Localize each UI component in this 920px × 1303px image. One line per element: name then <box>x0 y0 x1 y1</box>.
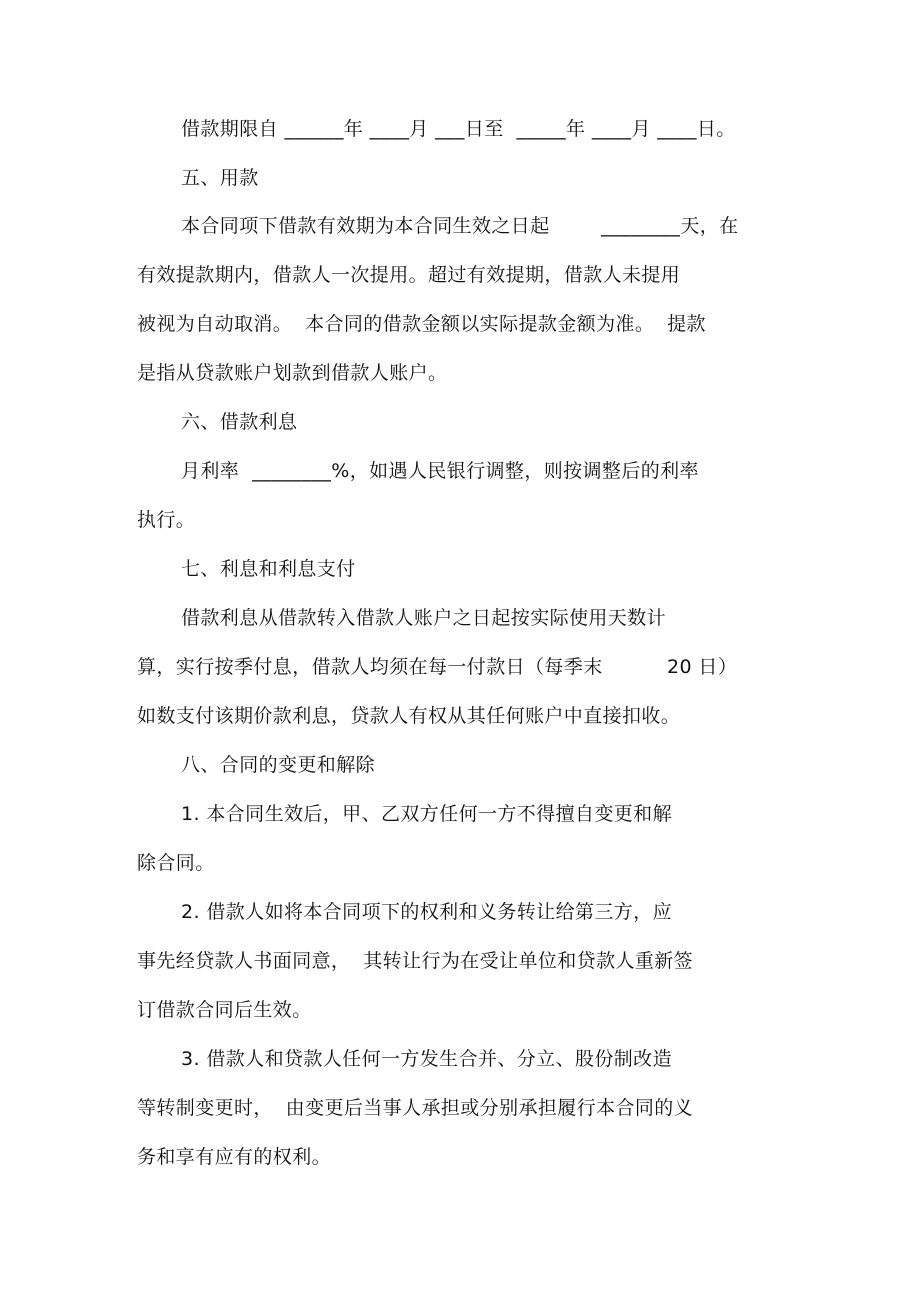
section-heading-change: 八、合同的变更和解除 <box>181 754 376 776</box>
clause-line: 订借款合同后生效。 <box>137 999 312 1021</box>
paragraph-line: 是指从贷款账户划款到借款人账户。 <box>137 362 448 384</box>
section-heading-usage: 五、用款 <box>181 167 259 189</box>
section-heading-interest: 六、借款利息 <box>181 411 298 433</box>
clause-line: 事先经贷款人书面同意， 其转让行为在受让单位和贷款人重新签 <box>137 950 694 972</box>
clause-line: 务和享有应有的权利。 <box>137 1146 332 1168</box>
paragraph-line: 月利率 ________%，如遇人民银行调整，则按调整后的利率 <box>181 460 699 482</box>
paragraph-line: 执行。 <box>137 509 196 531</box>
clause-line: 3. 借款人和贷款人任何一方发生合并、分立、股份制改造 <box>181 1048 672 1070</box>
clause-line: 等转制变更时， 由变更后当事人承担或分别承担履行本合同的义 <box>137 1097 694 1119</box>
paragraph-line: 有效提款期内，借款人一次提用。超过有效提期，借款人未提用 <box>137 264 681 286</box>
section-heading-interest-payment: 七、利息和利息支付 <box>181 558 356 580</box>
paragraph-line: 被视为自动取消。 本合同的借款金额以实际提款金额为准。 提款 <box>137 313 706 335</box>
paragraph-line: 算，实行按季付息，借款人均须在每一付款日（每季末 20 日） <box>137 656 738 678</box>
clause-line: 1. 本合同生效后，甲、乙双方任何一方不得擅自变更和解 <box>181 803 672 825</box>
loan-term-line: 借款期限自 ______年 ____月 ___日至 _____年 ____月 ____日。 <box>181 118 736 140</box>
clause-line: 2. 借款人如将本合同项下的权利和义务转让给第三方，应 <box>181 901 672 923</box>
paragraph-line: 本合同项下借款有效期为本合同生效之日起 ________天，在 <box>181 215 739 237</box>
paragraph-line: 借款利息从借款转入借款人账户之日起按实际使用天数计 <box>181 607 667 629</box>
clause-line: 除合同。 <box>137 852 215 874</box>
paragraph-line: 如数支付该期价款利息，贷款人有权从其任何账户中直接扣收。 <box>137 705 681 727</box>
